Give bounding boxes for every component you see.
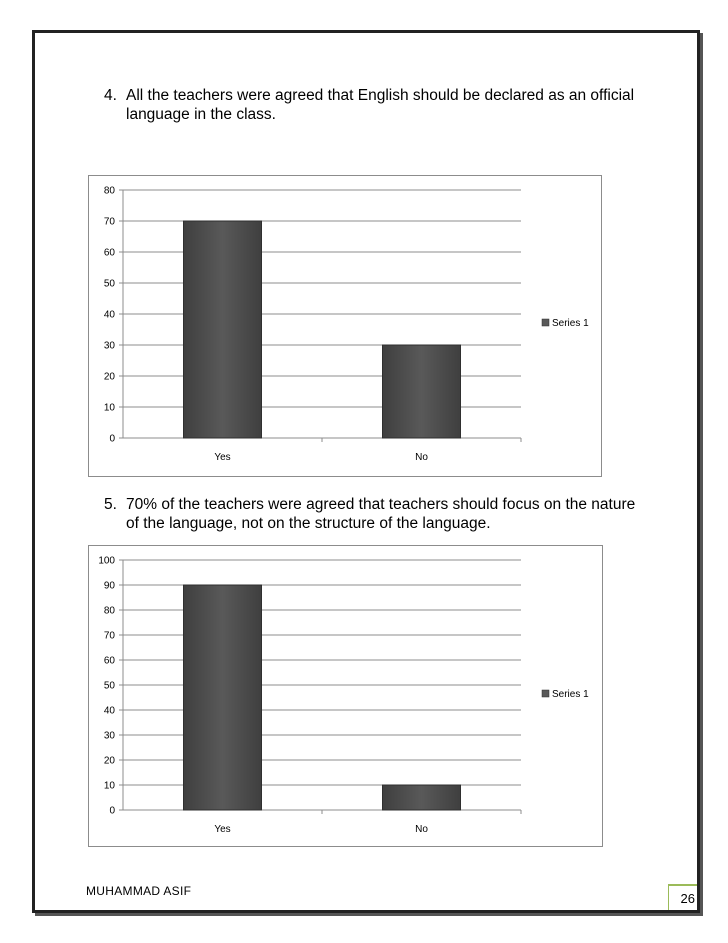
legend-swatch xyxy=(542,690,549,697)
legend-label: Series 1 xyxy=(552,689,589,700)
list-item-5 xyxy=(104,495,664,535)
list-text: All the teachers were agreed that English should be declared as an official language in the class. xyxy=(126,87,635,123)
page-number: 26 xyxy=(680,891,695,906)
list-number: 4. xyxy=(104,87,117,104)
y-tick-label: 80 xyxy=(103,605,115,617)
y-tick-label: 0 xyxy=(109,805,115,817)
bar-yes xyxy=(184,585,262,810)
chart-1 xyxy=(88,175,602,477)
legend-swatch xyxy=(542,319,549,326)
chart-2 xyxy=(88,545,603,847)
x-tick-label: No xyxy=(415,824,428,835)
y-tick-label: 20 xyxy=(103,755,115,767)
chart-1-svg xyxy=(89,176,601,476)
legend-label: Series 1 xyxy=(552,318,589,329)
y-tick-label: 30 xyxy=(103,340,115,352)
y-tick-label: 60 xyxy=(103,247,115,259)
y-tick-label: 0 xyxy=(109,433,115,445)
y-tick-label: 10 xyxy=(103,402,115,414)
page-number-box xyxy=(668,884,697,910)
list-number: 5. xyxy=(104,496,117,513)
y-tick-label: 10 xyxy=(103,780,115,792)
y-tick-label: 30 xyxy=(103,730,115,742)
y-tick-label: 80 xyxy=(103,185,115,197)
x-tick-label: Yes xyxy=(214,452,231,463)
list-text: 70% of the teachers were agreed that teachers should focus on the nature of the language, not on the structure of the language. xyxy=(126,496,636,532)
bar-no xyxy=(383,345,461,438)
x-tick-label: No xyxy=(415,452,428,463)
chart-2-svg xyxy=(89,546,602,846)
y-tick-label: 40 xyxy=(103,309,115,321)
y-tick-label: 100 xyxy=(98,555,115,567)
x-tick-label: Yes xyxy=(214,824,231,835)
list-item-4 xyxy=(104,86,664,126)
y-tick-label: 50 xyxy=(103,680,115,692)
y-tick-label: 70 xyxy=(103,630,115,642)
y-tick-label: 60 xyxy=(103,655,115,667)
y-tick-label: 20 xyxy=(103,371,115,383)
footer-author: MUHAMMAD ASIF xyxy=(86,884,192,898)
bar-yes xyxy=(184,221,262,438)
y-tick-label: 40 xyxy=(103,705,115,717)
bar-no xyxy=(383,785,461,810)
y-tick-label: 90 xyxy=(103,580,115,592)
y-tick-label: 70 xyxy=(103,216,115,228)
y-tick-label: 50 xyxy=(103,278,115,290)
